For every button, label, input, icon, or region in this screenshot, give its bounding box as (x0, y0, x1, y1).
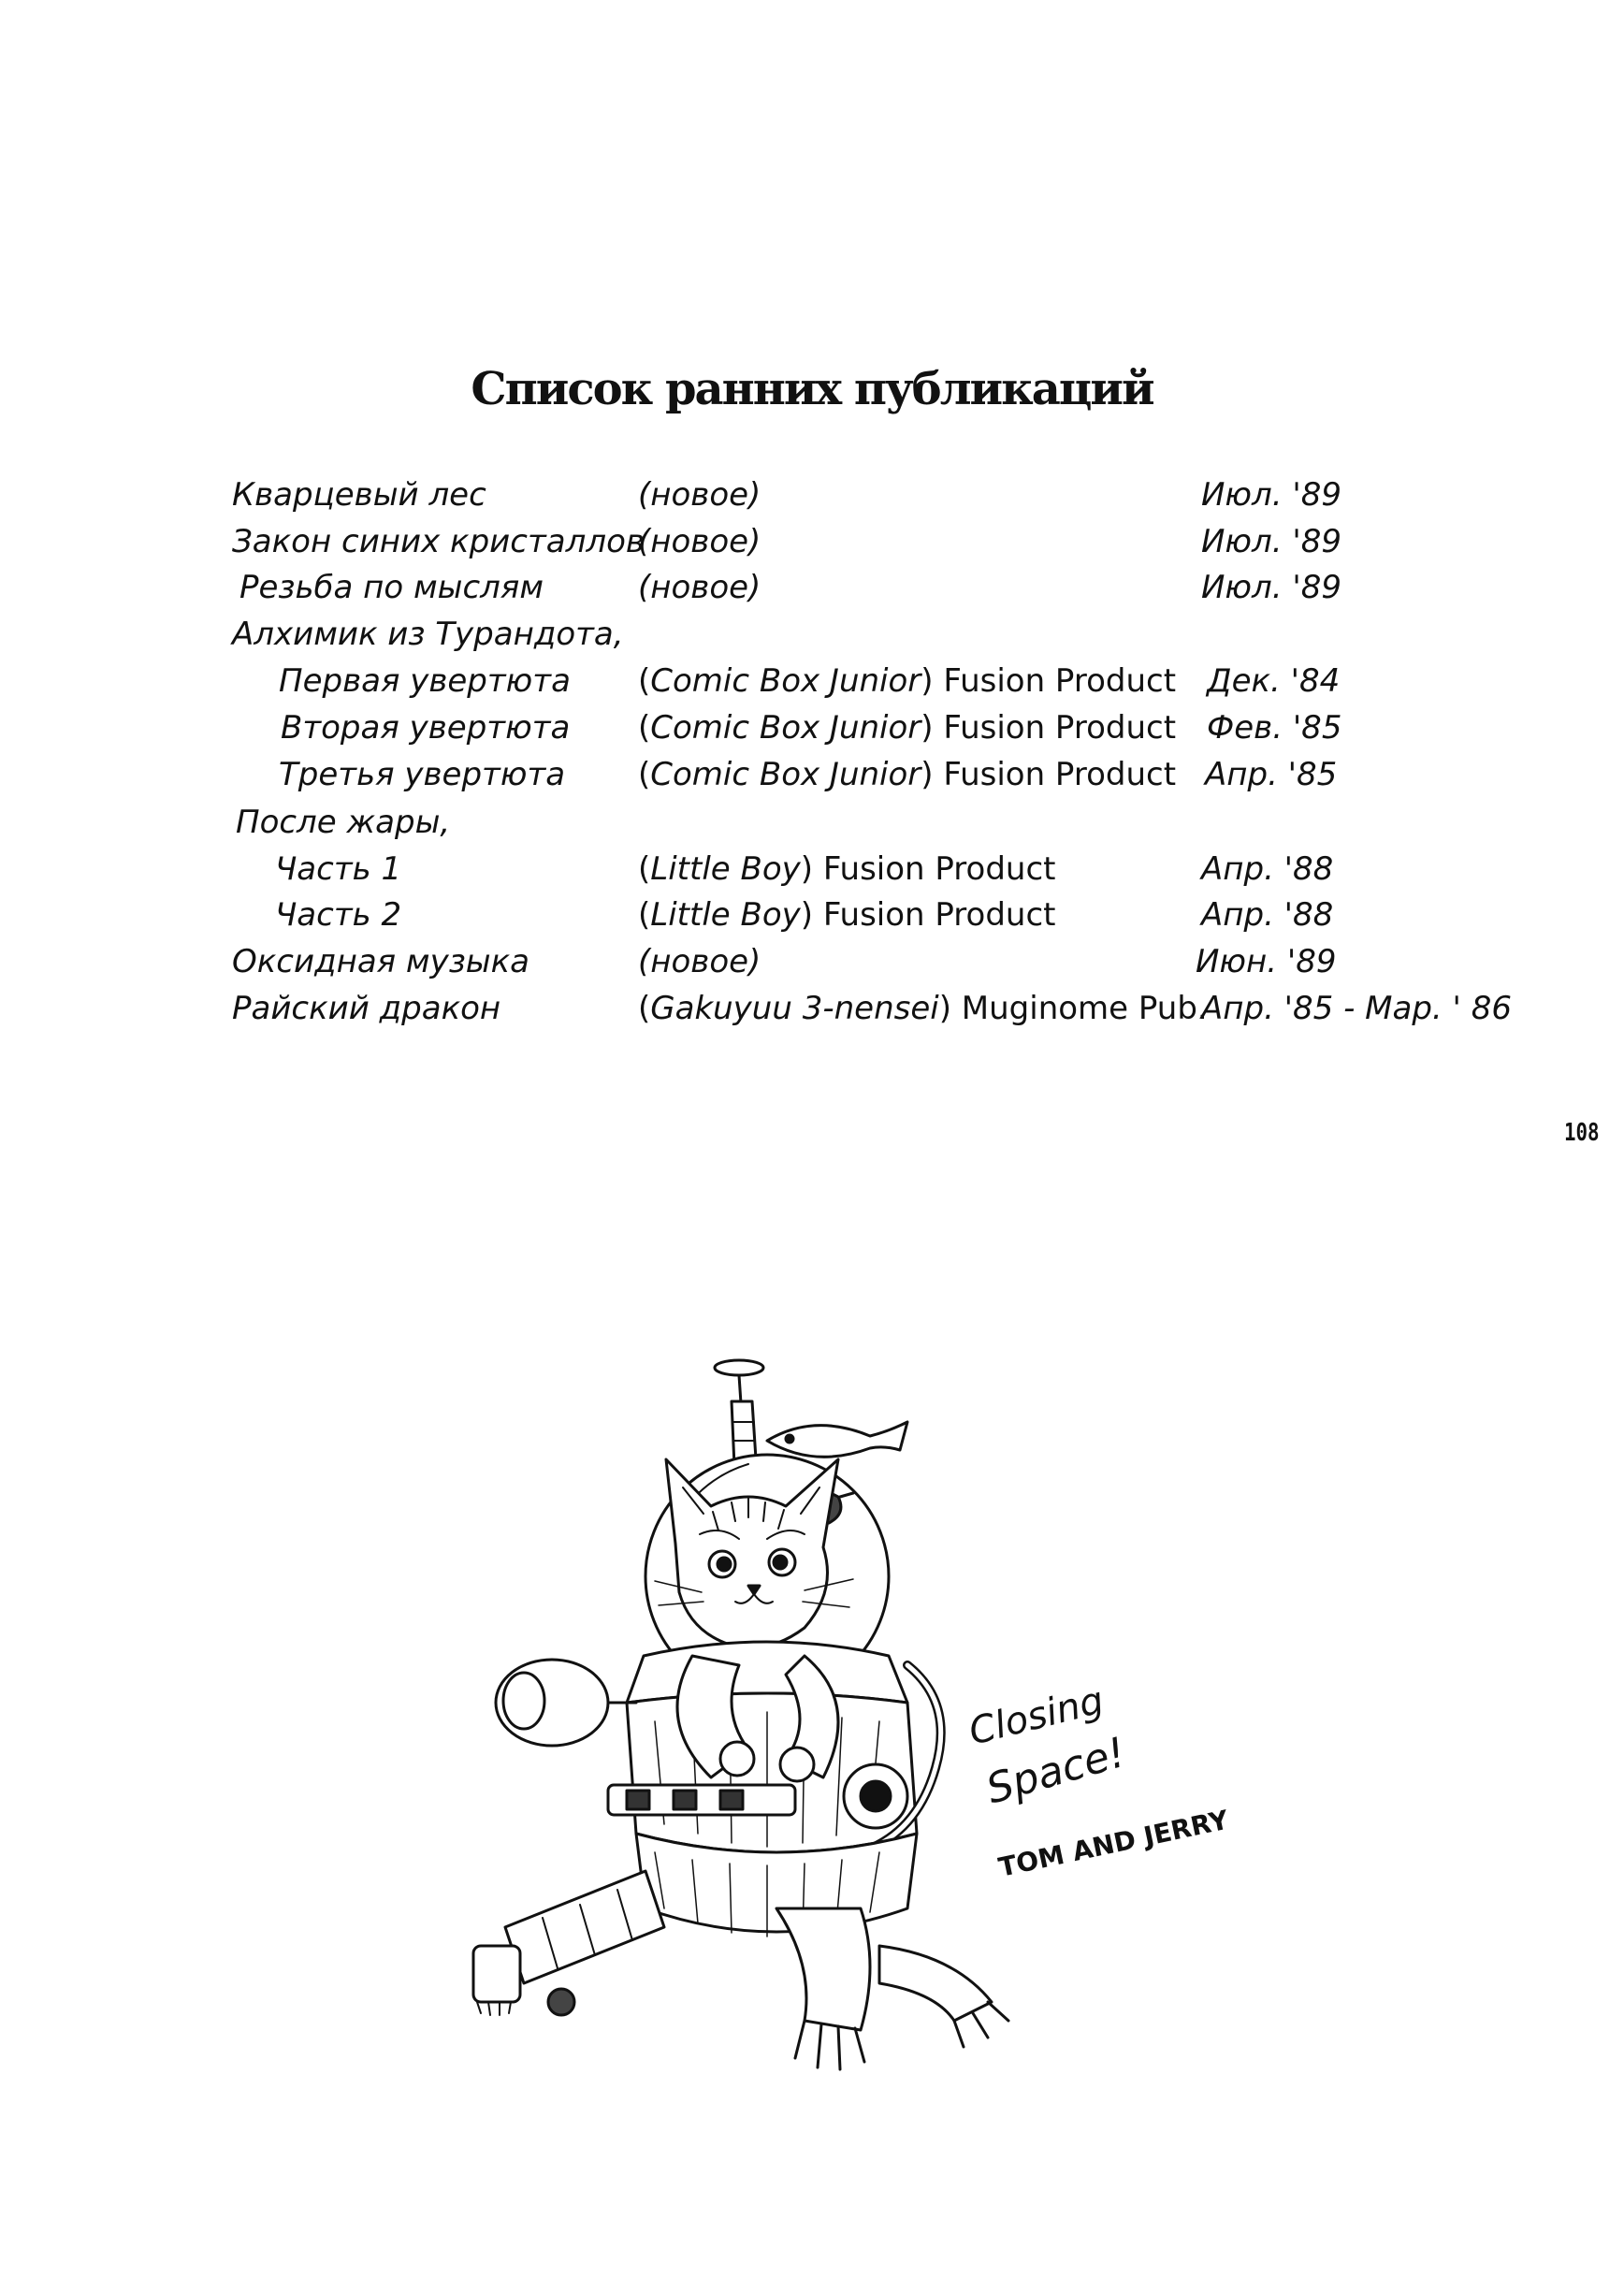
list-item-source: (Comic Box Junior) Fusion Product (638, 756, 1177, 793)
list-item-date: Апр. '85 (1205, 756, 1338, 793)
list-item-source: (новое) (638, 476, 761, 514)
list-item-source: (Little Boy) Fusion Product (638, 896, 1056, 934)
list-item-date: Апр. '85 - Мар. ' 86 (1201, 990, 1512, 1027)
list-item-work: Райский дракон (232, 990, 501, 1027)
boot-left (473, 1946, 520, 2002)
list-item-date: Июл. '89 (1201, 569, 1342, 606)
antenna-cap (715, 1360, 763, 1375)
page-title: Список ранних публикаций (471, 363, 1153, 415)
list-item-source: (Little Boy) Fusion Product (638, 850, 1056, 888)
list-item-date: Апр. '88 (1201, 850, 1334, 888)
list-item-work: Вторая увертюта (281, 709, 571, 747)
list-item-work: Третья увертюта (279, 756, 566, 793)
cat-astronaut-illustration (468, 1347, 1235, 2105)
list-item-work: Первая увертюта (279, 662, 571, 700)
list-item-source: (новое) (638, 943, 761, 980)
signature-line3: TOM AND JERRY (995, 1804, 1232, 1883)
page-number: 108 (1564, 1119, 1600, 1147)
suit-leg-right (776, 1908, 870, 2030)
list-item-date: Апр. '88 (1201, 896, 1334, 934)
list-item-date: Июл. '89 (1201, 523, 1342, 560)
list-item-work: Часть 1 (275, 850, 402, 888)
claw-foot (879, 1946, 992, 2021)
list-item-date: Дек. '84 (1207, 662, 1341, 700)
handwritten-signature (964, 1679, 1231, 1883)
list-item-work: Закон синих кристаллов (232, 523, 645, 560)
list-item-work: Часть 2 (275, 896, 402, 934)
list-item-source: (Gakuyuu 3-nensei) Muginome Pub. (638, 990, 1208, 1027)
list-item-work: Алхимик из Турандота, (232, 616, 624, 653)
list-item-date: Июл. '89 (1201, 476, 1342, 514)
list-item-source: (Comic Box Junior) Fusion Product (638, 709, 1177, 747)
signature-line2: Space! (980, 1728, 1131, 1814)
signature-line1: Closing (964, 1678, 1109, 1754)
suit-leg-left (505, 1871, 664, 1983)
list-item-work: Кварцевый лес (232, 476, 486, 514)
list-item-source: (Comic Box Junior) Fusion Product (638, 662, 1177, 700)
list-item-work: Оксидная музыка (232, 943, 529, 980)
list-item-date: Июн. '89 (1196, 943, 1337, 980)
list-item-work: После жары, (236, 804, 451, 841)
list-item-source: (новое) (638, 523, 761, 560)
list-item-source: (новое) (638, 569, 761, 606)
list-item-date: Фев. '85 (1207, 709, 1342, 747)
list-item-work: Резьба по мыслям (239, 569, 544, 606)
